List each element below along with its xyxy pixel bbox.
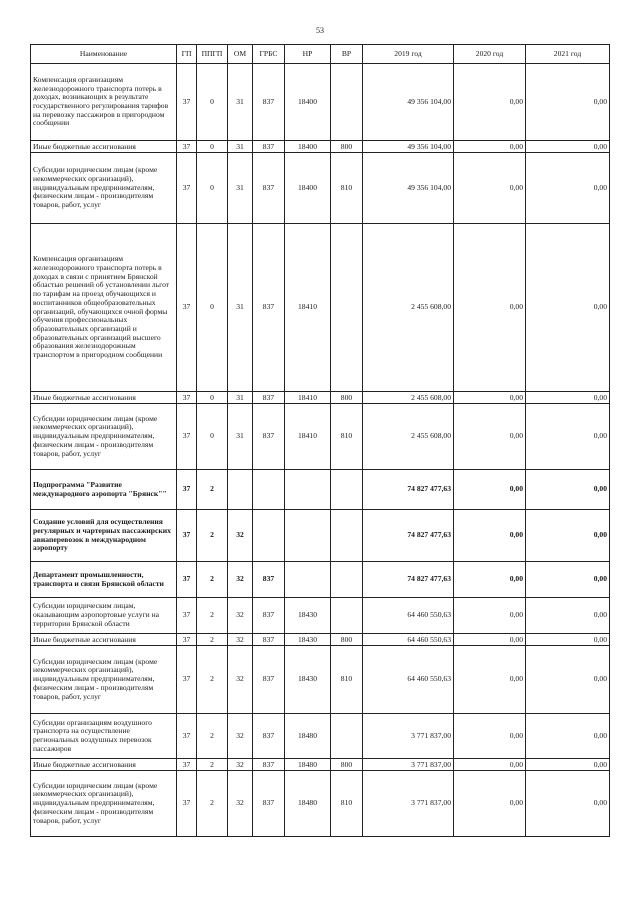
row-amount-2021: 0,00 — [526, 771, 610, 837]
col-header-vr: ВР — [331, 45, 363, 64]
row-amount-2020: 0,00 — [454, 634, 526, 646]
row-amount-2021: 0,00 — [526, 64, 610, 141]
row-ppgp: 2 — [197, 771, 228, 837]
row-nr: 18400 — [285, 64, 331, 141]
row-om: 32 — [228, 646, 253, 714]
row-om: 31 — [228, 392, 253, 404]
row-amount-2021: 0,00 — [526, 404, 610, 470]
row-name: Иные бюджетные ассигнования — [31, 141, 177, 153]
col-header-ppgp: ППГП — [197, 45, 228, 64]
row-amount-2020: 0,00 — [454, 646, 526, 714]
row-om: 31 — [228, 64, 253, 141]
row-gp: 37 — [177, 470, 197, 510]
row-gp: 37 — [177, 634, 197, 646]
row-amount-2020: 0,00 — [454, 141, 526, 153]
row-name: Подпрограмма "Развитие международного аэропорта "Брянск"" — [31, 470, 177, 510]
row-ppgp: 2 — [197, 598, 228, 634]
row-ppgp: 0 — [197, 392, 228, 404]
row-amount-2020: 0,00 — [454, 224, 526, 392]
row-grbs: 837 — [253, 64, 285, 141]
table-row — [31, 771, 610, 837]
row-om: 31 — [228, 153, 253, 224]
row-grbs: 837 — [253, 141, 285, 153]
row-om: 32 — [228, 714, 253, 759]
row-gp: 37 — [177, 646, 197, 714]
table-row — [31, 470, 610, 510]
row-nr: 18410 — [285, 392, 331, 404]
row-vr — [331, 470, 363, 510]
row-amount-2020: 0,00 — [454, 404, 526, 470]
row-amount-2020: 0,00 — [454, 64, 526, 141]
row-nr — [285, 562, 331, 598]
row-gp: 37 — [177, 771, 197, 837]
table-row — [31, 404, 610, 470]
row-grbs: 837 — [253, 562, 285, 598]
row-ppgp: 2 — [197, 634, 228, 646]
table-row — [31, 153, 610, 224]
row-gp: 37 — [177, 714, 197, 759]
row-vr: 810 — [331, 404, 363, 470]
row-name: Субсидии юридическим лицам, оказывающим аэропортовые услуги на территории Брянской области — [31, 598, 177, 634]
row-amount-2021: 0,00 — [526, 562, 610, 598]
row-grbs: 837 — [253, 224, 285, 392]
row-ppgp: 0 — [197, 64, 228, 141]
table-row — [31, 714, 610, 759]
row-vr — [331, 64, 363, 141]
row-name: Компенсация организациям железнодорожного транспорта потерь в доходах в связи с принятием Брянской областью решений об установлении льгот по тарифам на проезд обучающихся и воспитанников общеобразовательных организаций, обучающихся очной формы обучения профессиональных образовательных организаций и образовательных организаций высшего образования железнодорожным транспортом в пригородном сообщении — [31, 224, 177, 392]
row-amount-2019: 74 827 477,63 — [363, 562, 454, 598]
row-amount-2020: 0,00 — [454, 470, 526, 510]
row-vr: 800 — [331, 392, 363, 404]
row-ppgp: 0 — [197, 404, 228, 470]
row-amount-2019: 2 455 608,00 — [363, 404, 454, 470]
row-nr: 18480 — [285, 714, 331, 759]
row-nr — [285, 510, 331, 562]
row-gp: 37 — [177, 598, 197, 634]
row-om: 32 — [228, 759, 253, 771]
row-grbs: 837 — [253, 771, 285, 837]
row-amount-2020: 0,00 — [454, 771, 526, 837]
row-amount-2019: 74 827 477,63 — [363, 470, 454, 510]
row-nr: 18480 — [285, 771, 331, 837]
row-grbs: 837 — [253, 634, 285, 646]
row-vr: 800 — [331, 634, 363, 646]
row-gp: 37 — [177, 562, 197, 598]
table-row — [31, 634, 610, 646]
row-amount-2019: 49 356 104,00 — [363, 141, 454, 153]
col-header-om: ОМ — [228, 45, 253, 64]
row-gp: 37 — [177, 392, 197, 404]
row-name: Субсидии организациям воздушного транспорта на осуществление региональных воздушных перевозок пассажиров — [31, 714, 177, 759]
page-number: 53 — [316, 26, 324, 35]
table-header-row — [31, 45, 610, 64]
row-amount-2019: 2 455 608,00 — [363, 224, 454, 392]
row-gp: 37 — [177, 759, 197, 771]
row-name: Создание условий для осуществления регулярных и чартерных пассажирских авиаперевозок в международном аэропорту — [31, 510, 177, 562]
row-vr — [331, 510, 363, 562]
row-grbs: 837 — [253, 153, 285, 224]
col-header-name: Наименование — [31, 45, 177, 64]
row-name: Иные бюджетные ассигнования — [31, 759, 177, 771]
row-vr — [331, 224, 363, 392]
row-om — [228, 470, 253, 510]
row-om: 32 — [228, 634, 253, 646]
row-amount-2019: 3 771 837,00 — [363, 771, 454, 837]
row-om: 31 — [228, 404, 253, 470]
row-vr: 800 — [331, 759, 363, 771]
col-header-2021: 2021 год — [526, 45, 610, 64]
row-gp: 37 — [177, 64, 197, 141]
row-ppgp: 0 — [197, 224, 228, 392]
row-amount-2021: 0,00 — [526, 510, 610, 562]
row-amount-2019: 49 356 104,00 — [363, 64, 454, 141]
row-gp: 37 — [177, 224, 197, 392]
row-name: Субсидии юридическим лицам (кроме некоммерческих организаций), индивидуальным предпринимателям, физическим лицам - производителям товаров, работ, услуг — [31, 646, 177, 714]
row-name: Компенсация организациям железнодорожного транспорта потерь в доходах, возникающих в результате государственного регулирования тарифов на перевозку пассажиров в пригородном сообщении — [31, 64, 177, 141]
row-grbs — [253, 510, 285, 562]
col-header-2020: 2020 год — [454, 45, 526, 64]
row-vr: 810 — [331, 153, 363, 224]
row-gp: 37 — [177, 404, 197, 470]
row-amount-2019: 49 356 104,00 — [363, 153, 454, 224]
budget-table — [30, 44, 610, 837]
row-amount-2021: 0,00 — [526, 634, 610, 646]
row-amount-2020: 0,00 — [454, 392, 526, 404]
row-vr — [331, 562, 363, 598]
row-grbs: 837 — [253, 404, 285, 470]
table-row — [31, 224, 610, 392]
row-amount-2021: 0,00 — [526, 646, 610, 714]
row-om: 31 — [228, 141, 253, 153]
row-ppgp: 2 — [197, 714, 228, 759]
row-nr: 18430 — [285, 598, 331, 634]
row-amount-2019: 64 460 550,63 — [363, 598, 454, 634]
row-gp: 37 — [177, 510, 197, 562]
row-amount-2019: 64 460 550,63 — [363, 634, 454, 646]
row-amount-2021: 0,00 — [526, 141, 610, 153]
row-amount-2020: 0,00 — [454, 759, 526, 771]
row-vr — [331, 598, 363, 634]
row-name: Иные бюджетные ассигнования — [31, 634, 177, 646]
row-amount-2021: 0,00 — [526, 470, 610, 510]
col-header-gp: ГП — [177, 45, 197, 64]
row-ppgp: 0 — [197, 153, 228, 224]
row-amount-2019: 3 771 837,00 — [363, 759, 454, 771]
row-amount-2019: 74 827 477,63 — [363, 510, 454, 562]
row-amount-2021: 0,00 — [526, 224, 610, 392]
row-om: 31 — [228, 224, 253, 392]
row-amount-2020: 0,00 — [454, 153, 526, 224]
row-nr: 18430 — [285, 646, 331, 714]
table-row — [31, 562, 610, 598]
row-ppgp: 2 — [197, 470, 228, 510]
col-header-nr: НР — [285, 45, 331, 64]
row-amount-2019: 3 771 837,00 — [363, 714, 454, 759]
row-grbs: 837 — [253, 714, 285, 759]
row-ppgp: 2 — [197, 510, 228, 562]
row-om: 32 — [228, 598, 253, 634]
table-row — [31, 141, 610, 153]
row-nr: 18430 — [285, 634, 331, 646]
col-header-grbs: ГРБС — [253, 45, 285, 64]
row-grbs: 837 — [253, 646, 285, 714]
row-nr — [285, 470, 331, 510]
table-row — [31, 64, 610, 141]
row-nr: 18410 — [285, 224, 331, 392]
row-amount-2021: 0,00 — [526, 598, 610, 634]
row-amount-2020: 0,00 — [454, 714, 526, 759]
row-nr: 18400 — [285, 153, 331, 224]
row-vr: 810 — [331, 646, 363, 714]
row-om: 32 — [228, 771, 253, 837]
row-name: Субсидии юридическим лицам (кроме некоммерческих организаций), индивидуальным предпринимателям, физическим лицам - производителям товаров, работ, услуг — [31, 771, 177, 837]
col-header-2019: 2019 год — [363, 45, 454, 64]
row-name: Субсидии юридическим лицам (кроме некоммерческих организаций), индивидуальным предпринимателям, физическим лицам - производителям товаров, работ, услуг — [31, 404, 177, 470]
row-name: Департамент промышленности, транспорта и связи Брянской области — [31, 562, 177, 598]
row-grbs — [253, 470, 285, 510]
row-ppgp: 0 — [197, 141, 228, 153]
table-row — [31, 510, 610, 562]
row-amount-2020: 0,00 — [454, 510, 526, 562]
row-grbs: 837 — [253, 392, 285, 404]
row-gp: 37 — [177, 141, 197, 153]
row-om: 32 — [228, 562, 253, 598]
row-gp: 37 — [177, 153, 197, 224]
table-row — [31, 646, 610, 714]
row-grbs: 837 — [253, 598, 285, 634]
row-amount-2021: 0,00 — [526, 153, 610, 224]
row-grbs: 837 — [253, 759, 285, 771]
row-vr: 810 — [331, 771, 363, 837]
row-name: Иные бюджетные ассигнования — [31, 392, 177, 404]
row-amount-2019: 64 460 550,63 — [363, 646, 454, 714]
table-row — [31, 759, 610, 771]
row-vr — [331, 714, 363, 759]
row-nr: 18400 — [285, 141, 331, 153]
row-amount-2019: 2 455 608,00 — [363, 392, 454, 404]
row-nr: 18480 — [285, 759, 331, 771]
row-amount-2021: 0,00 — [526, 714, 610, 759]
row-ppgp: 2 — [197, 562, 228, 598]
row-om: 32 — [228, 510, 253, 562]
row-amount-2020: 0,00 — [454, 562, 526, 598]
table-row — [31, 392, 610, 404]
row-ppgp: 2 — [197, 759, 228, 771]
row-name: Субсидии юридическим лицам (кроме некоммерческих организаций), индивидуальным предпринимателям, физическим лицам - производителям товаров, работ, услуг — [31, 153, 177, 224]
row-amount-2021: 0,00 — [526, 759, 610, 771]
row-ppgp: 2 — [197, 646, 228, 714]
row-nr: 18410 — [285, 404, 331, 470]
table-row — [31, 598, 610, 634]
row-vr: 800 — [331, 141, 363, 153]
row-amount-2021: 0,00 — [526, 392, 610, 404]
row-amount-2020: 0,00 — [454, 598, 526, 634]
